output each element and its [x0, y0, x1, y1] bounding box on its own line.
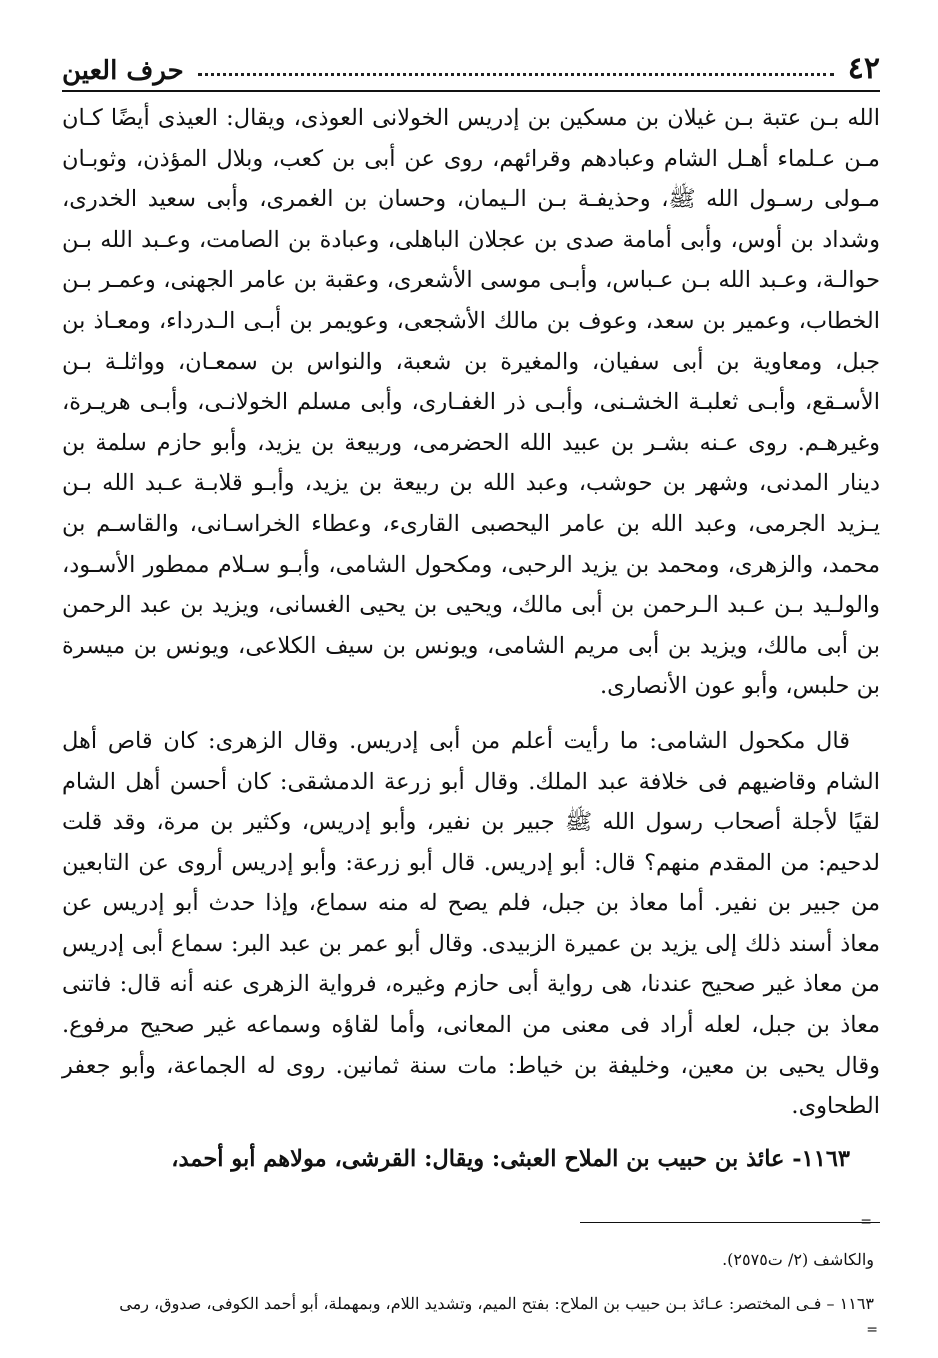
footnotes	[62, 1238, 874, 1326]
footnote-line-2: ١١٦٣ – فـى المختصر: عـائذ بـن حبيب بن الملاح: بفتح الميم، وتشديد اللام، وبمهملة، أبو أحمد الكوفى، صدوق، رمى	[119, 1294, 874, 1313]
footnote-line-1: والكاشف (٢/ ت٢٥٧٥).	[722, 1250, 874, 1269]
paragraph-narrators: الله بـن عتبة بـن غيلان بن مسكين بن إدريس الخولانى العوذى، ويقال: العيذى أيضًا كـان مـن عـلماء أهـل الشام وعبادهم وقرائهم، روى عن أبى بن كعب، وبلال المؤذن، وثوبـان مـولى رسـول الله ﷺ، وحذيفـة بـن الـيمان، وحسان بن الغمرى، وأبى سعيد الخدرى، وشداد بن أوس، وأبى أمامة صدى بن عجلان الباهلى، وعبادة بن الصامت، وعـبد الله بـن حوالـة، وعـبد الله بـن عـباس، وأبـى موسى الأشعرى، وعقبة بن عامر الجهنى، وعمـر بـن الخطاب، وعمير بن سعد، وعوف بن مالك الأشجعى، وعويمر بن أبـى الـدرداء، ومعـاذ بن جبل، ومعاوية بن أبى سفيان، والمغيرة بن شعبة، والنواس بن سمعـان، وواثلـة بـن الأسـقع، وأبـى ثعلبـة الخشـنى، وأبـى ذر الغفـارى، وأبى مسلم الخولانـى، وأبـى هريـرة، وغيرهـم. روى عـنه بشـر بن عبيد الله الحضرمى، وربيعة بن يزيد، وأبو حازم سلمة بن دينار المدنى، وشهر بن حوشب، وعبد الله بن ربيعة بن يزيد، وأبـو قلابـة عـبد الله بـن يـزيد الجرمى، وعبد الله بن عامر اليحصبى القارىء، وعطاء الخراسـانى، والقاسـم بن محمد، والزهرى، ومحمد بن يزيد الرحبى، ومكحول الشامى، وأبـو سـلام ممطور الأسـود، والولـيد بـن عـبد الـرحمن بن أبى مالك، ويحيى بن يحيى الغسانى، ويزيد بن عبد الرحمن بن أبى مالك، ويزيد بن أبى مريم الشامى، ويونس بن سيف الكلاعى، ويونس بن ميسرة بن حلبس، وأبو عون الأنصارى.	[62, 105, 880, 700]
chapter-title: حرف العين	[62, 56, 184, 86]
footnote-end-mark: =	[866, 1322, 878, 1338]
footnote-continuation-mark: =	[860, 1214, 872, 1230]
footnote-divider	[580, 1222, 880, 1223]
main-text	[62, 98, 880, 1179]
paragraph-opinions: قال مكحول الشامى: ما رأيت أعلم من أبى إدريس. وقال الزهرى: كان قاص أهل الشام وقاضيهم فى خلافة عبد الملك. وقال أبو زرعة الدمشقى: كان أحسن أهل الشام لقيًا لأجلة أصحاب رسول الله ﷺ جبير بن نفير، وأبو إدريس، وكثير بن مرة، وقد قلت لدحيم: من المقدم منهم؟ قال: أبو إدريس. قال أبو زرعة: وأبو إدريس أروى عن التابعين من جبير بن نفير. أما معاذ بن جبل، فلم يصح له منه سماع، وإذا حدث أبو إدريس عن معاذ أسند ذلك إلى يزيد بن عميرة الزبيدى. وقال أبو عمر بن عبد البر: سماع أبى إدريس من معاذ غير صحيح عندنا، هى رواية أبى حازم وغيره، فرواية الزهرى عنه أنه قال: فاتنى معاذ بن جبل، لعله أراد فى معنى من المعانى، وأما لقاؤه وسماعه غير صحيح مرفوع. وقال يحيى بن معين، وخليفة بن خياط: مات سنة ثمانين. روى له الجماعة، وأبو جعفر الطحاوى.	[62, 727, 880, 1120]
entry-1163: ١١٦٣- عائذ بن حبيب بن الملاح العبثى: ويقال: القرشى، مولاهم أبو أحمد،	[171, 1145, 850, 1172]
page-number: ٤٢	[847, 51, 880, 86]
header-leader-dots	[198, 73, 834, 76]
page-header	[62, 40, 880, 92]
